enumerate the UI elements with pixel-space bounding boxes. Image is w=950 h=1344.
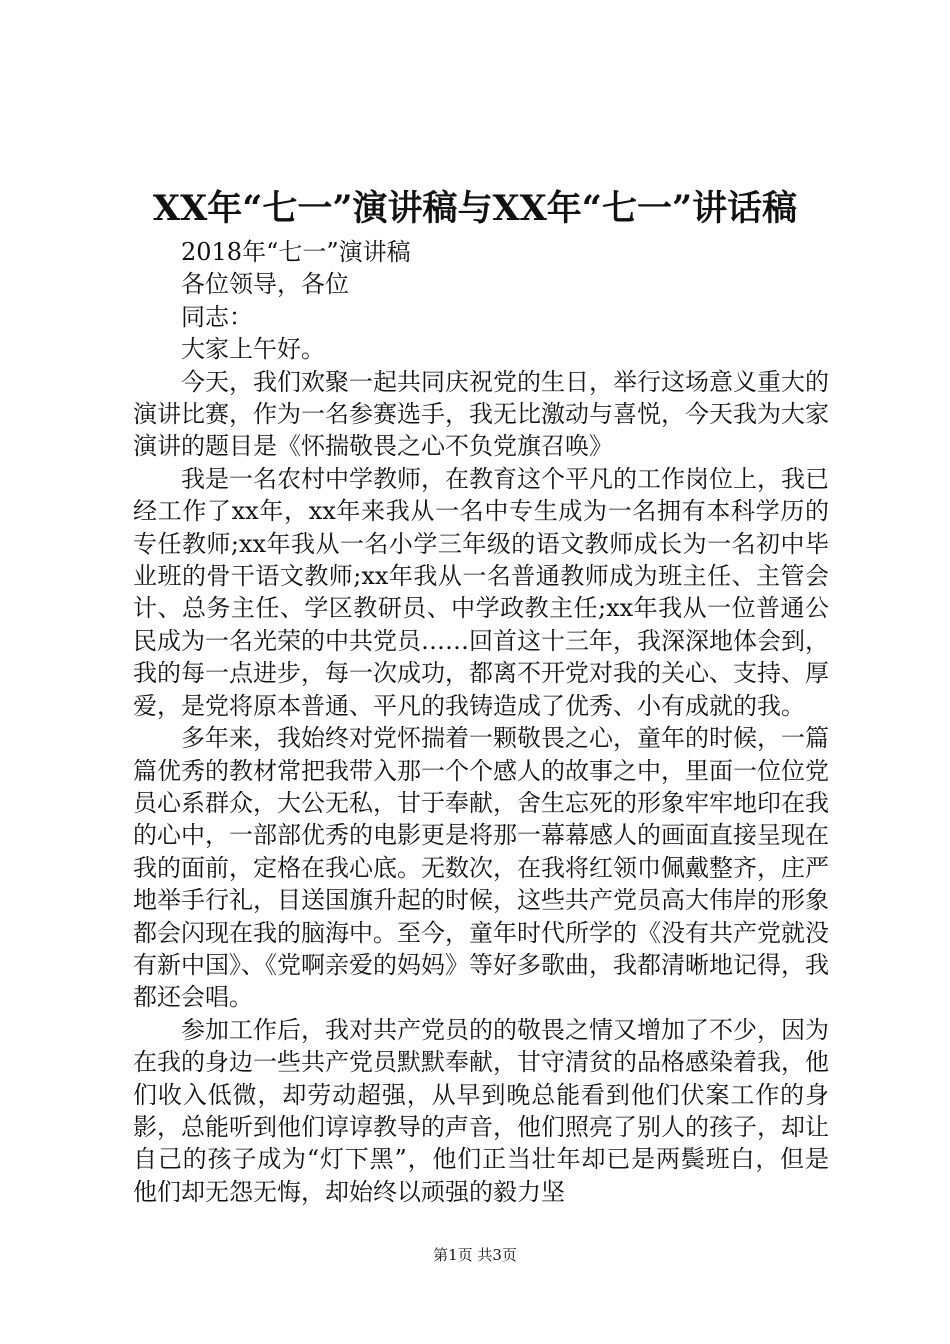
paragraph-childhood: 多年来，我始终对党怀揣着一颗敬畏之心，童年的时候，一篇篇优秀的教材常把我带入那一个个感人的故事之中，里面一位位党员心系群众，大公无私，甘于奉献，舍生忘死的形象牢牢地印在我的心中，一部部优秀的电影更是将那一幕幕感人的画面直接呈现在我的面前，定格在我心底。无数次，在我将红领巾佩戴整齐，庄严地举手行礼，目送国旗升起的时候，这些共产党员高大伟岸的形象都会闪现在我的脑海中。至今，童年时代所学的《没有共产党就没有新中国》、《党啊亲爱的妈妈》等好多歌曲，我都清晰地记得，我都还会唱。 [133, 724, 829, 1012]
paragraph-good-morning: 大家上午好。 [181, 335, 325, 364]
page-number-footer: 第1页 共3页 [433, 1246, 517, 1264]
document-title: XX年“七一”演讲稿与XX年“七一”讲话稿 [152, 188, 798, 229]
paragraph-greeting-comrades: 同志： [181, 302, 253, 331]
paragraph-introduction: 今天，我们欢聚一起共同庆祝党的生日，举行这场意义重大的演讲比赛，作为一名参赛选手，我无比激动与喜悦，今天我为大家演讲的题目是《怀揣敬畏之心不负党旗召唤》 [133, 367, 829, 461]
paragraph-greeting-leaders: 各位领导，各位 [181, 270, 349, 299]
document-body [133, 236, 829, 1208]
paragraph-work: 参加工作后，我对共产党员的的敬畏之情又增加了不少，因为在我的身边一些共产党员默默奉献，甘守清贫的品格感染着我，他们收入低微，却劳动超强，从早到晚总能看到他们伏案工作的身影，总能听到他们谆谆教导的声音，他们照亮了别人的孩子，却让自己的孩子成为“灯下黑”，他们正当壮年却已是两鬓班白，但是他们却无怨无悔，却始终以顽强的毅力坚 [133, 1015, 829, 1206]
paragraph-speech-heading: 2018年“七一”演讲稿 [181, 238, 411, 266]
paragraph-career: 我是一名农村中学教师，在教育这个平凡的工作岗位上，我已经工作了xx年，xx年来我从一名中专生成为一名拥有本科学历的专任教师;xx年我从一名小学三年级的语文教师成长为一名初中毕业班的骨干语文教师;xx年我从一名普通教师成为班主任、主管会计、总务主任、学区教研员、中学政教主任;xx年我从一位普通公民成为一名光荣的中共党员……回首这十三年，我深深地体会到，我的每一点进步，每一次成功，都离不开党对我的关心、支持、厚爱，是党将原本普通、平凡的我铸造成了优秀、小有成就的我。 [133, 464, 829, 720]
